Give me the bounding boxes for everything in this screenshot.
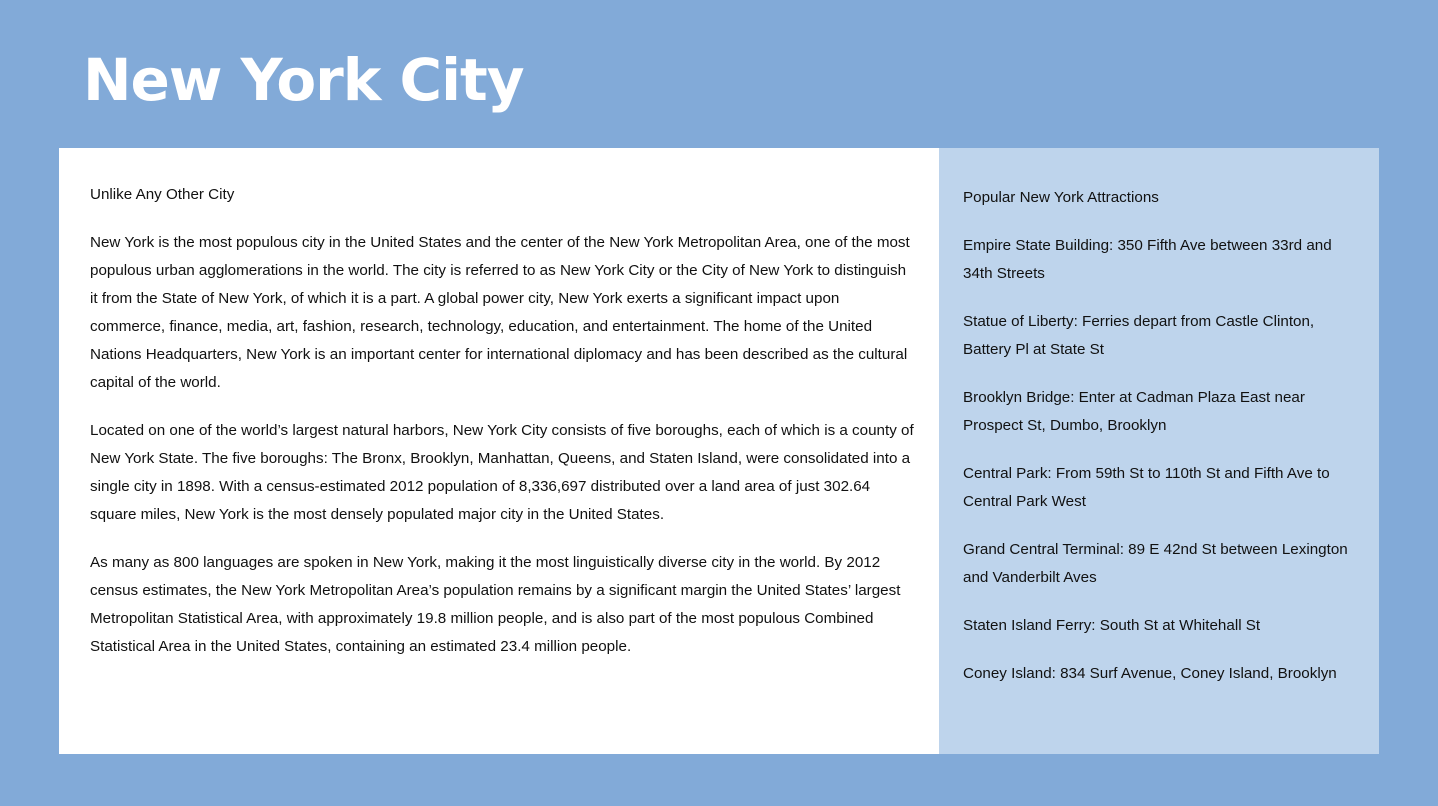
attraction-statue-of-liberty: Statue of Liberty: Ferries depart from Castle Clinton, Battery Pl at State St [963, 313, 1315, 358]
attraction-staten-island-ferry: Staten Island Ferry: South St at Whitehall St [963, 617, 1261, 634]
attraction-grand-central-terminal: Grand Central Terminal: 89 E 42nd St between Lexington and Vanderbilt Aves [963, 541, 1348, 586]
main-heading: Unlike Any Other City [90, 186, 235, 203]
attractions-list [963, 232, 1355, 688]
paragraph-2: Located on one of the world’s largest natural harbors, New York City consists of five boroughs, each of which is a county of New York State. The five boroughs: The Bronx, Brooklyn, Manhattan, Queens, and Staten Island, were consolidated into a single city in 1898. With a census-estimated 2012 population of 8,336,697 distributed over a land area of just 302.64 square miles, New York is the most densely populated major city in the United States. [90, 422, 914, 523]
attraction-coney-island: Coney Island: 834 Surf Avenue, Coney Island, Brooklyn [963, 665, 1337, 682]
attractions-sidebar [939, 148, 1379, 754]
paragraph-3: As many as 800 languages are spoken in New York, making it the most linguistically diverse city in the world. By 2012 census estimates, the New York Metropolitan Area’s population remains by a significant margin the United States’ largest Metropolitan Statistical Area, with approximately 19.8 million people, and is also part of the most populous Combined Statistical Area in the United States, containing an estimated 23.4 million people. [90, 554, 901, 655]
page-title: New York City [83, 46, 524, 114]
main-content [59, 148, 939, 754]
attraction-brooklyn-bridge: Brooklyn Bridge: Enter at Cadman Plaza East near Prospect St, Dumbo, Brooklyn [963, 389, 1305, 434]
content-card [59, 148, 1379, 754]
attraction-empire-state-building: Empire State Building: 350 Fifth Ave between 33rd and 34th Streets [963, 237, 1332, 282]
paragraph-1: New York is the most populous city in the United States and the center of the New York Metropolitan Area, one of the most populous urban agglomerations in the world. The city is referred to as New York City or the City of New York to distinguish it from the State of New York, of which it is a part. A global power city, New York exerts a significant impact upon commerce, finance, media, art, fashion, research, technology, education, and entertainment. The home of the United Nations Headquarters, New York is an important center for international diplomacy and has been described as the cultural capital of the world. [90, 234, 910, 391]
sidebar-heading: Popular New York Attractions [963, 189, 1159, 206]
attraction-central-park: Central Park: From 59th St to 110th St and Fifth Ave to Central Park West [963, 465, 1330, 510]
